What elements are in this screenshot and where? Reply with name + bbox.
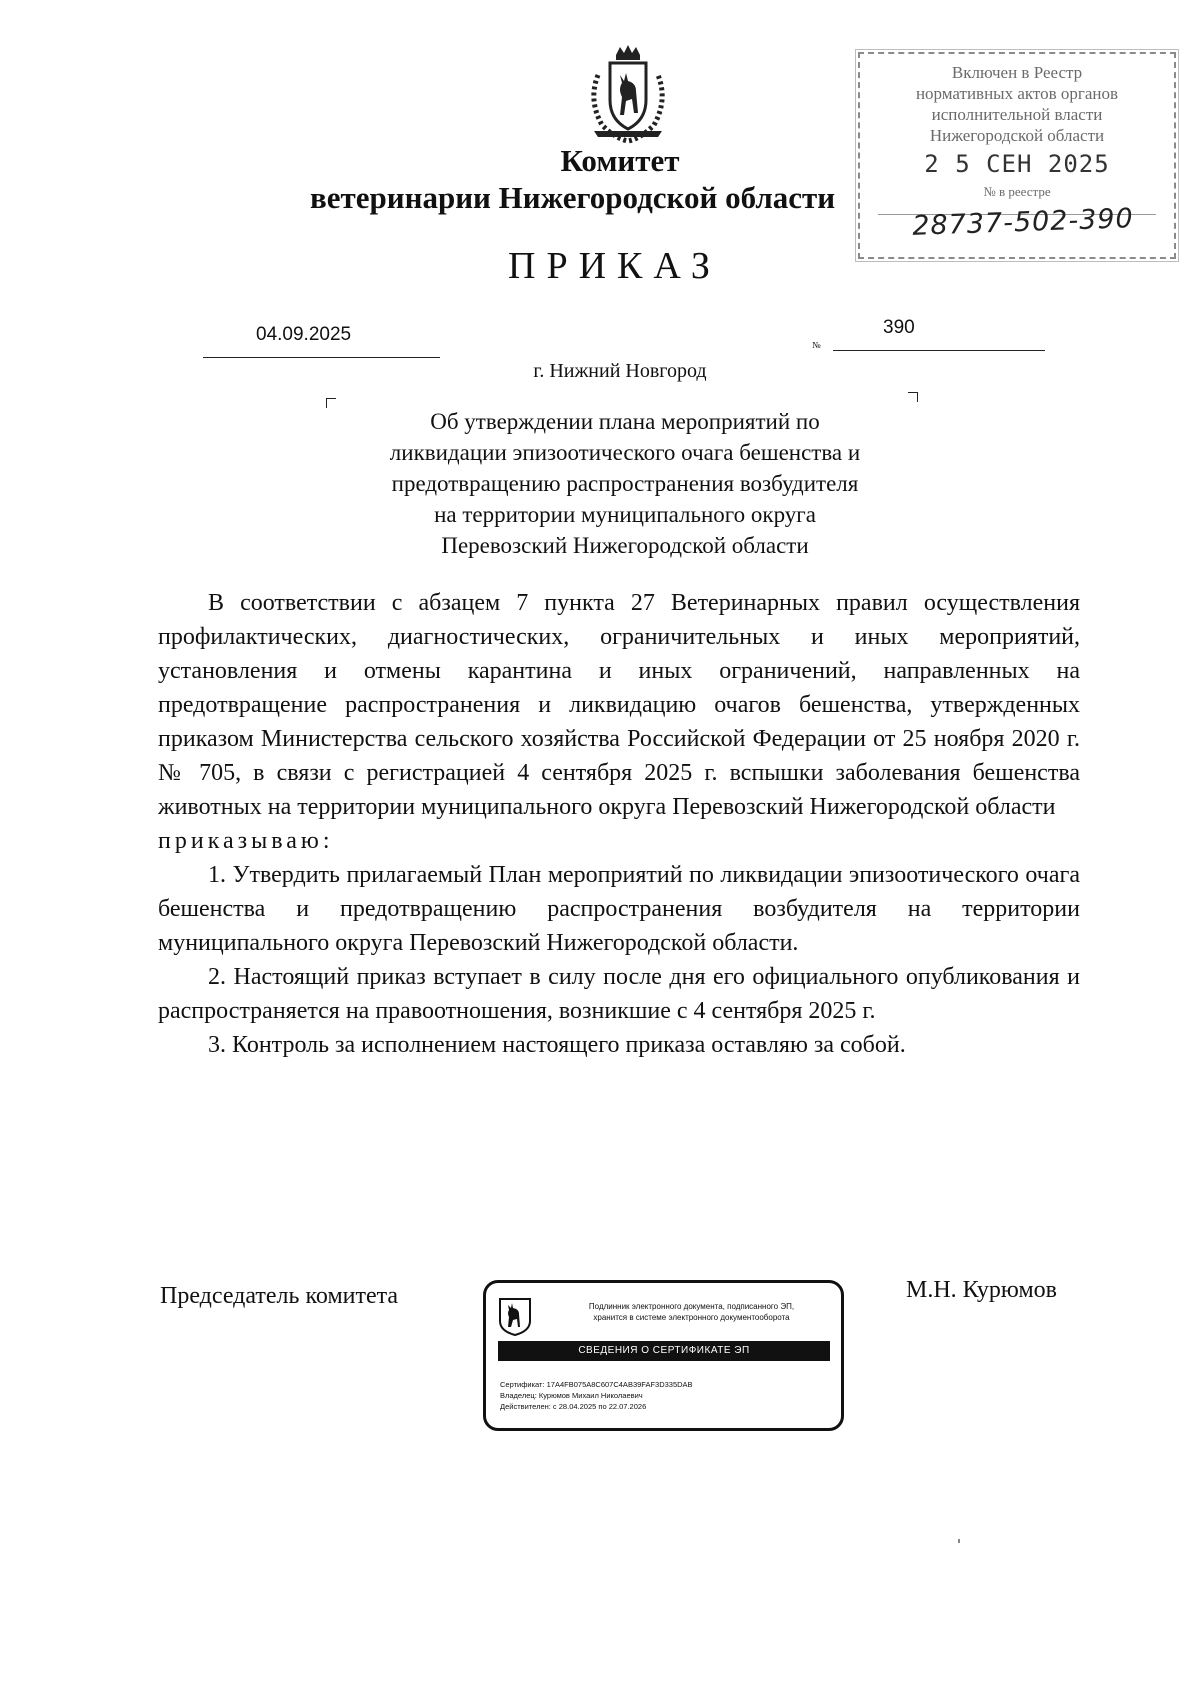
registry-stamp (858, 52, 1176, 259)
signatory-name: М.Н. Курюмов (906, 1277, 1058, 1303)
esign-certificate: Сертификат: 17A4FB075A8C607C4AB39FAF3D335DAB (500, 1380, 693, 1389)
order-item-2: 2. Настоящий приказ вступает в силу после дня его официального опубликования и распространяется на правоотношения, возникшие с 4 сентября 2025 г. (158, 964, 1080, 1024)
stamp-number-label: № в реестре (983, 184, 1051, 199)
subject-line-4: на территории муниципального округа (434, 502, 816, 527)
esign-title (554, 1301, 829, 1323)
number-underline (833, 350, 1045, 351)
document-body (158, 586, 1080, 1062)
stamp-line-4: Нижегородской области (929, 126, 1105, 145)
order-word: приказываю: (158, 828, 334, 854)
subject-line-1: Об утверждении плана мероприятий по (430, 409, 820, 434)
esign-title-line-2: хранится в системе электронного документооборота (593, 1313, 790, 1322)
subject-line-2: ликвидации эпизоотического очага бешенства и (389, 440, 861, 465)
order-item-3: 3. Контроль за исполнением настоящего приказа оставляю за собой. (208, 1032, 906, 1058)
signatory-position: Председатель комитета (160, 1283, 399, 1309)
order-item-1: 1. Утвердить прилагаемый План мероприятий по ликвидации эпизоотического очага бешенства и предотвращению распространения возбудителя на территории муниципального округа Перевозский Нижегородской области. (158, 862, 1080, 956)
stamp-registry-number: 28737-502-390 (911, 203, 1135, 242)
document-type-title: ПРИКАЗ (508, 245, 721, 287)
stamp-date: 2 5 СЕН 2025 (924, 150, 1110, 178)
stamp-line-1: Включен в Реестр (951, 63, 1083, 82)
organization-name-line1: Комитет (560, 143, 680, 178)
esign-validity: Действителен: с 28.04.2025 по 22.07.2026 (500, 1402, 647, 1411)
document-number: 390 (883, 317, 915, 338)
subject-line-5: Перевозский Нижегородской области (441, 533, 809, 558)
stamp-line-3: исполнительной власти (931, 105, 1103, 124)
subject-corner-right (908, 392, 918, 402)
esign-certificate-info (500, 1379, 693, 1412)
document-date: 04.09.2025 (256, 324, 352, 345)
scan-mark (958, 1539, 960, 1543)
esign-emblem-icon (498, 1297, 532, 1337)
coat-of-arms-emblem (580, 45, 676, 145)
electronic-signature-block (483, 1280, 844, 1431)
organization-name-line2: ветеринарии Нижегородской области (310, 180, 836, 215)
stamp-line-2: нормативных актов органов (915, 84, 1119, 103)
preamble-paragraph: В соответствии с абзацем 7 пункта 27 Ветеринарных правил осуществления профилактических, диагностических, ограничительных и иных мероприятий, установления и отмены карантина и иных ограничений, направленных на предотвращение распространения и ликвидацию очагов бешенства, утвержденных приказом Министерства сельского хозяйства Российской Федерации от 25 ноября 2020 г. № 705, в связи с регистрацией 4 сентября 2025 г. вспышки заболевания бешенства животных на территории муниципального округа Перевозский Нижегородской области (158, 590, 1080, 820)
document-number-prefix: № (812, 340, 821, 350)
document-subject (345, 406, 905, 561)
esign-owner: Владелец: Курюмов Михаил Николаевич (500, 1391, 643, 1400)
esign-certificate-header: СВЕДЕНИЯ О СЕРТИФИКАТЕ ЭП (498, 1341, 830, 1361)
subject-corner-left (326, 398, 336, 408)
subject-line-3: предотвращению распространения возбудителя (391, 471, 859, 496)
esign-title-line-1: Подлинник электронного документа, подписанного ЭП, (588, 1302, 795, 1311)
city: г. Нижний Новгород (533, 360, 707, 382)
date-underline (203, 357, 440, 358)
